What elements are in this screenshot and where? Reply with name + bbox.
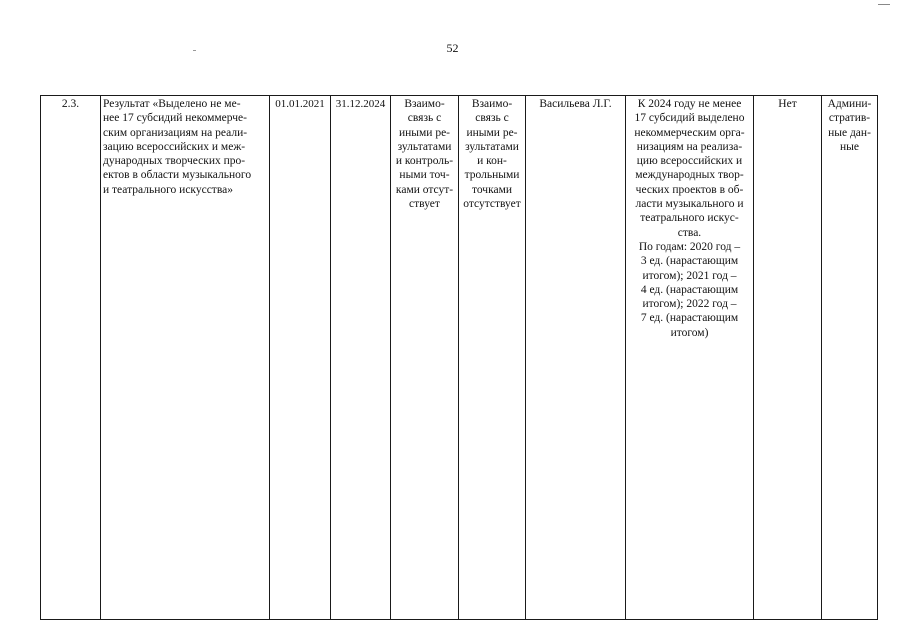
text-line: связь с: [475, 112, 509, 125]
text-line: низациям на реализа-: [636, 140, 743, 153]
text-line: связь с: [407, 112, 442, 125]
text-line: итогом); 2022 год –: [642, 298, 737, 311]
flag-cell: Нет: [754, 96, 822, 620]
text-line: отсутствует: [463, 198, 521, 211]
text-line: и театрального искусства»: [103, 183, 233, 196]
text-line: ским организациям на реали-: [103, 126, 248, 139]
plan-table: [40, 95, 878, 620]
text-line: цию всероссийских и: [636, 155, 743, 168]
text-line: и контроль-: [395, 155, 454, 168]
text-line: 17 субсидий выделено: [634, 112, 745, 125]
text-line: нее 17 субсидий некоммерче-: [103, 112, 247, 125]
description-cell: [626, 96, 754, 620]
text-line: ектов в области музыкального: [103, 169, 252, 182]
row-number-cell: 2.3.: [41, 96, 101, 620]
text-line: точками: [471, 183, 513, 196]
text-line: зультатами: [397, 140, 452, 153]
relation-results-cell: [391, 96, 459, 620]
page-number: 52: [446, 41, 459, 55]
text-line: К 2024 году не менее: [637, 98, 742, 110]
scan-artifact: [193, 50, 196, 51]
start-date-cell: 01.01.2021: [270, 96, 331, 620]
text-line: 3 ед. (нарастающим: [640, 255, 739, 268]
text-line: ные: [840, 140, 859, 153]
text-line: ные дан-: [828, 126, 871, 139]
text-line: 7 ед. (нарастающим: [640, 312, 739, 325]
text-line: стратив-: [828, 112, 871, 125]
text-line: и кон-: [477, 155, 507, 168]
text-line: ческих проектов в об-: [635, 183, 744, 196]
text-line: 4 ед. (нарастающим: [640, 283, 739, 296]
text-line: итогом): [670, 326, 709, 339]
text-line: Админи-: [827, 98, 872, 110]
text-line: иными ре-: [398, 126, 451, 139]
text-line: ствует: [409, 198, 440, 211]
text-line: трольными: [464, 169, 520, 182]
text-line: ласти музыкального и: [635, 198, 744, 211]
text-line: итогом); 2021 год –: [642, 269, 737, 282]
text-line: театрального искус-: [640, 212, 739, 225]
text-line: некоммерческим орга-: [634, 126, 745, 139]
responsible-cell: Васильева Л.Г.: [526, 96, 626, 620]
text-line: зультатами: [465, 140, 519, 153]
result-cell: [101, 96, 270, 620]
text-line: международных твор-: [635, 169, 744, 182]
text-line: По годам: 2020 год –: [638, 240, 741, 253]
text-line: иными ре-: [466, 126, 518, 139]
relation-points-cell: [459, 96, 526, 620]
data-source-cell: [822, 96, 878, 620]
text-line: Взаимо-: [471, 98, 513, 110]
text-line: зацию всероссийских и меж-: [103, 140, 246, 153]
text-line: ками отсут-: [395, 183, 454, 196]
text-line: ства.: [677, 226, 702, 239]
text-line: ными точ-: [399, 169, 450, 182]
table-row: [41, 96, 878, 620]
text-line: дународных творческих про-: [103, 155, 246, 168]
end-date-cell: 31.12.2024: [331, 96, 391, 620]
scan-artifact: [878, 4, 890, 5]
text-line: Результат «Выделено не ме-: [103, 98, 241, 110]
text-line: Взаимо-: [404, 98, 445, 110]
